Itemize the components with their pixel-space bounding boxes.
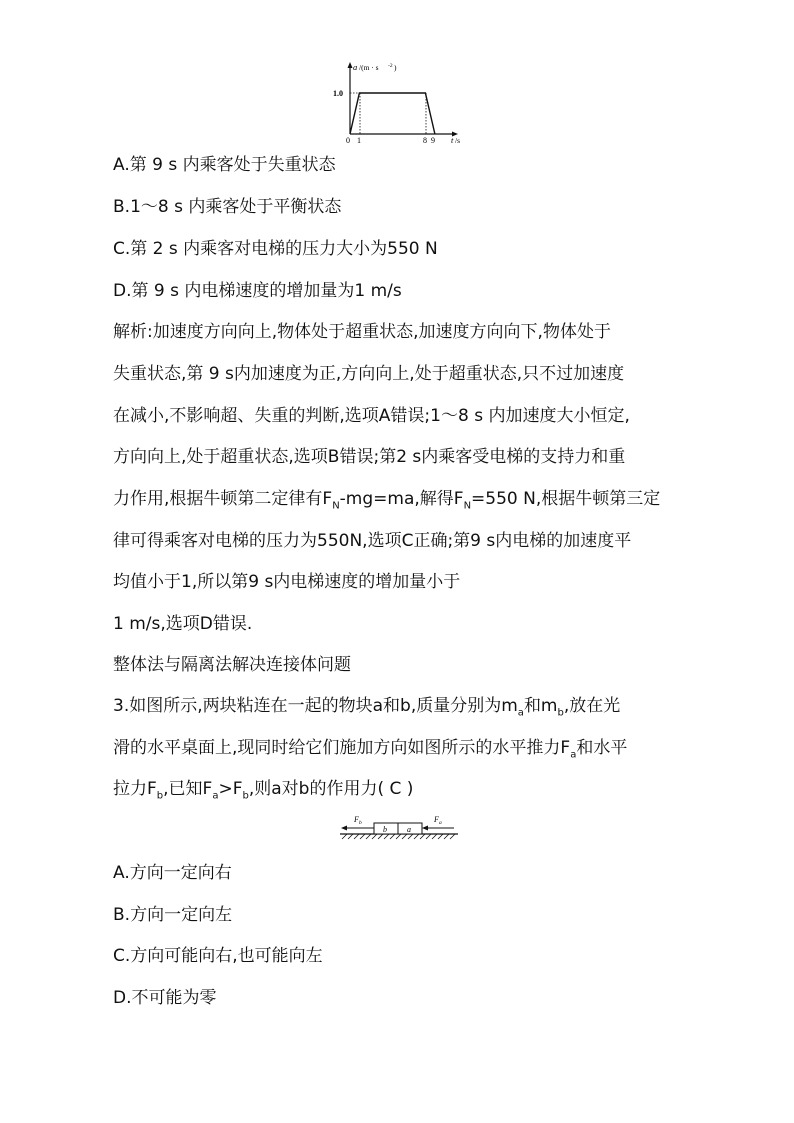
x-axis-label-unit: /s bbox=[455, 136, 461, 145]
analysis-line-3: 在减小,不影响超、失重的判断,选项A错误;1～8 s 内加速度大小恒定, bbox=[113, 406, 630, 426]
q3-line-3-part-b: ,已知F bbox=[163, 779, 213, 799]
q2-option-a: A.第 9 s 内乘客处于失重状态 bbox=[113, 155, 336, 175]
q3-subscript-ma: a bbox=[517, 707, 524, 719]
q3-option-c: C.方向可能向右,也可能向左 bbox=[113, 946, 323, 966]
q3-line-1-part-b: 和m bbox=[523, 696, 558, 716]
analysis-subscript-n1: N bbox=[332, 500, 340, 512]
acceleration-time-graph bbox=[330, 58, 480, 146]
y-tick-label: 1.0 bbox=[333, 89, 343, 98]
force-fb-arrowhead bbox=[341, 826, 347, 831]
analysis-line-7: 均值小于1,所以第9 s内电梯速度的增加量小于 bbox=[113, 572, 461, 592]
q3-line-2-part-b: 和水平 bbox=[576, 738, 628, 758]
force-fa-subscript: a bbox=[439, 820, 442, 826]
table-hatching bbox=[342, 834, 455, 839]
force-fa-label: F bbox=[434, 815, 439, 824]
q3-line-3 bbox=[113, 778, 413, 807]
x-tick-1: 1 bbox=[357, 136, 361, 145]
analysis-line-5-part-b: -mg=ma,解得F bbox=[339, 489, 464, 509]
analysis-line-6: 律可得乘客对电梯的压力为550N,选项C正确;第9 s内电梯的加速度平 bbox=[113, 531, 632, 551]
blocks-force-svg bbox=[336, 812, 462, 844]
q3-line-3-part-d: ,则a对b的作用力( C ) bbox=[248, 779, 414, 799]
q3-line-3-part-c: >F bbox=[218, 779, 243, 799]
y-axis-label-a: a bbox=[353, 62, 358, 72]
analysis-line-5 bbox=[113, 488, 660, 517]
q3-line-2 bbox=[113, 737, 627, 766]
q3-option-a: A.方向一定向右 bbox=[113, 863, 232, 883]
force-fa-arrowhead bbox=[422, 826, 428, 831]
blocks-force-diagram bbox=[336, 812, 462, 844]
analysis-line-2: 失重状态,第 9 s内加速度为正,方向向上,处于超重状态,只不过加速度 bbox=[113, 364, 625, 384]
q3-line-2-part-a: 滑的水平桌面上,现同时给它们施加方向如图所示的水平推力F bbox=[113, 738, 571, 758]
x-tick-9: 9 bbox=[431, 136, 435, 145]
q3-subscript-fa2: a bbox=[212, 790, 219, 802]
analysis-line-1: 解析:加速度方向向上,物体处于超重状态,加速度方向向下,物体处于 bbox=[113, 322, 611, 342]
q3-option-b: B.方向一定向左 bbox=[113, 905, 233, 925]
q3-subscript-fa: a bbox=[570, 749, 577, 761]
acceleration-series-line bbox=[350, 93, 435, 134]
q3-line-1-part-c: ,放在光 bbox=[563, 696, 621, 716]
y-axis-label-unit: /(m · s bbox=[359, 63, 379, 72]
y-axis-label-exp: -2 bbox=[388, 63, 393, 69]
block-a-label: a bbox=[407, 825, 411, 834]
q2-option-b: B.1～8 s 内乘客处于平衡状态 bbox=[113, 197, 342, 217]
section-title: 整体法与隔离法解决连接体问题 bbox=[113, 655, 351, 675]
analysis-line-8: 1 m/s,选项D错误. bbox=[113, 614, 253, 634]
q3-subscript-fb2: b bbox=[242, 790, 249, 802]
q3-subscript-mb: b bbox=[557, 707, 564, 719]
q3-line-3-part-a: 拉力F bbox=[113, 779, 157, 799]
q3-line-1-part-a: 3.如图所示,两块粘连在一起的物块a和b,质量分别为m bbox=[113, 696, 518, 716]
acceleration-time-svg bbox=[330, 58, 480, 146]
y-axis-label-close: ) bbox=[394, 63, 397, 72]
analysis-subscript-n2: N bbox=[463, 500, 472, 512]
analysis-line-5-part-a: 力作用,根据牛顿第二定律有F bbox=[113, 489, 333, 509]
q2-option-c: C.第 2 s 内乘客对电梯的压力大小为550 N bbox=[113, 239, 438, 259]
x-axis-label-t: t bbox=[451, 135, 454, 145]
q3-subscript-fb1: b bbox=[156, 790, 164, 802]
x-tick-8: 8 bbox=[423, 136, 427, 145]
x-tick-0: 0 bbox=[346, 136, 350, 145]
y-axis-arrow bbox=[348, 62, 353, 68]
force-fb-subscript: b bbox=[359, 820, 362, 826]
q3-option-d: D.不可能为零 bbox=[113, 988, 217, 1008]
analysis-line-5-part-c: =550 N,根据牛顿第三定 bbox=[471, 489, 661, 509]
block-b-label: b bbox=[383, 825, 387, 834]
q3-line-1 bbox=[113, 695, 620, 724]
force-fb-label: F bbox=[354, 815, 359, 824]
q2-option-d: D.第 9 s 内电梯速度的增加量为1 m/s bbox=[113, 281, 402, 301]
analysis-line-4: 方向向上,处于超重状态,选项B错误;第2 s内乘客受电梯的支持力和重 bbox=[113, 447, 626, 467]
